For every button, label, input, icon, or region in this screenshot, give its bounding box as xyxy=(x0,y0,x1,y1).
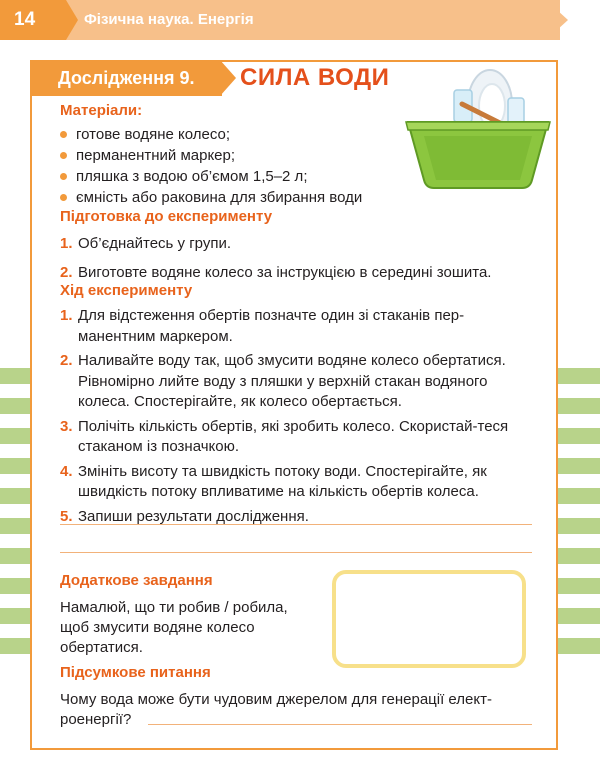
bullet-icon xyxy=(60,152,67,159)
answer-line[interactable] xyxy=(148,724,532,725)
materials-heading: Матеріали: xyxy=(60,102,143,119)
bullet-icon xyxy=(60,194,67,201)
preparation-steps xyxy=(60,234,540,283)
header-arrow xyxy=(546,0,568,40)
final-question-line-1: Чому вода може бути чудовим джерелом для генерації елект- xyxy=(60,691,492,708)
bullet-icon xyxy=(60,173,67,180)
page-number-arrow xyxy=(66,0,78,40)
section-title: Фізична наука. Енергія xyxy=(84,11,254,28)
study-label-arrow xyxy=(220,60,236,96)
study-label: Дослідження 9. xyxy=(30,60,222,96)
list-item: 3. Полічіть кількість обертів, які зробить колесо. Скористай-теся стаканом із позначкою. xyxy=(60,417,509,455)
page-header xyxy=(0,0,600,44)
list-item: 5. Запиши результати дослідження. xyxy=(60,507,309,525)
final-question-line-2: роенергії? xyxy=(60,711,132,728)
bullet-icon xyxy=(60,131,67,138)
list-item: 2. Виготовте водяне колесо за інструкцією в середині зошита. xyxy=(60,263,492,281)
materials-list xyxy=(60,124,362,208)
list-item: 4. Змініть висоту та швидкість потоку води. Спостерігайте, як швидкість потоку впливатиме на кількість обертів колеса. xyxy=(60,462,487,500)
list-item: перманентний маркер; xyxy=(60,145,362,166)
preparation-heading: Підготовка до експерименту xyxy=(60,208,273,225)
glass xyxy=(508,98,524,124)
basin-illustration xyxy=(398,64,558,196)
answer-line[interactable] xyxy=(60,524,532,525)
extra-task-text: Намалюй, що ти робив / робила, щоб змусити водяне колесо обертатися. xyxy=(60,599,288,656)
drawing-box[interactable] xyxy=(332,570,526,668)
list-item: 2. Наливайте воду так, щоб змусити водяне колесо обертатися. Рівномірно лийте воду з пляшки у верхній стакан водяного колеса. Спостерігайте, як колесо обертається. xyxy=(60,352,506,410)
procedure-steps xyxy=(60,306,528,527)
extra-task-heading: Додаткове завдання xyxy=(60,572,213,589)
list-item: 1. Для відстеження обертів позначте один зі стаканів пер-манентним маркером. xyxy=(60,307,465,345)
list-item: пляшка з водою об’ємом 1,5–2 л; xyxy=(60,166,362,187)
final-question-heading: Підсумкове питання xyxy=(60,664,211,681)
list-item: готове водяне колесо; xyxy=(60,124,362,145)
procedure-heading: Хід експерименту xyxy=(60,282,193,299)
answer-line[interactable] xyxy=(60,552,532,553)
study-title: СИЛА ВОДИ xyxy=(240,64,390,91)
page-number: 14 xyxy=(0,0,66,40)
list-item: 1. Об’єднайтесь у групи. xyxy=(60,235,232,252)
list-item: ємність або раковина для збирання води xyxy=(60,187,362,208)
study-card xyxy=(30,60,558,750)
